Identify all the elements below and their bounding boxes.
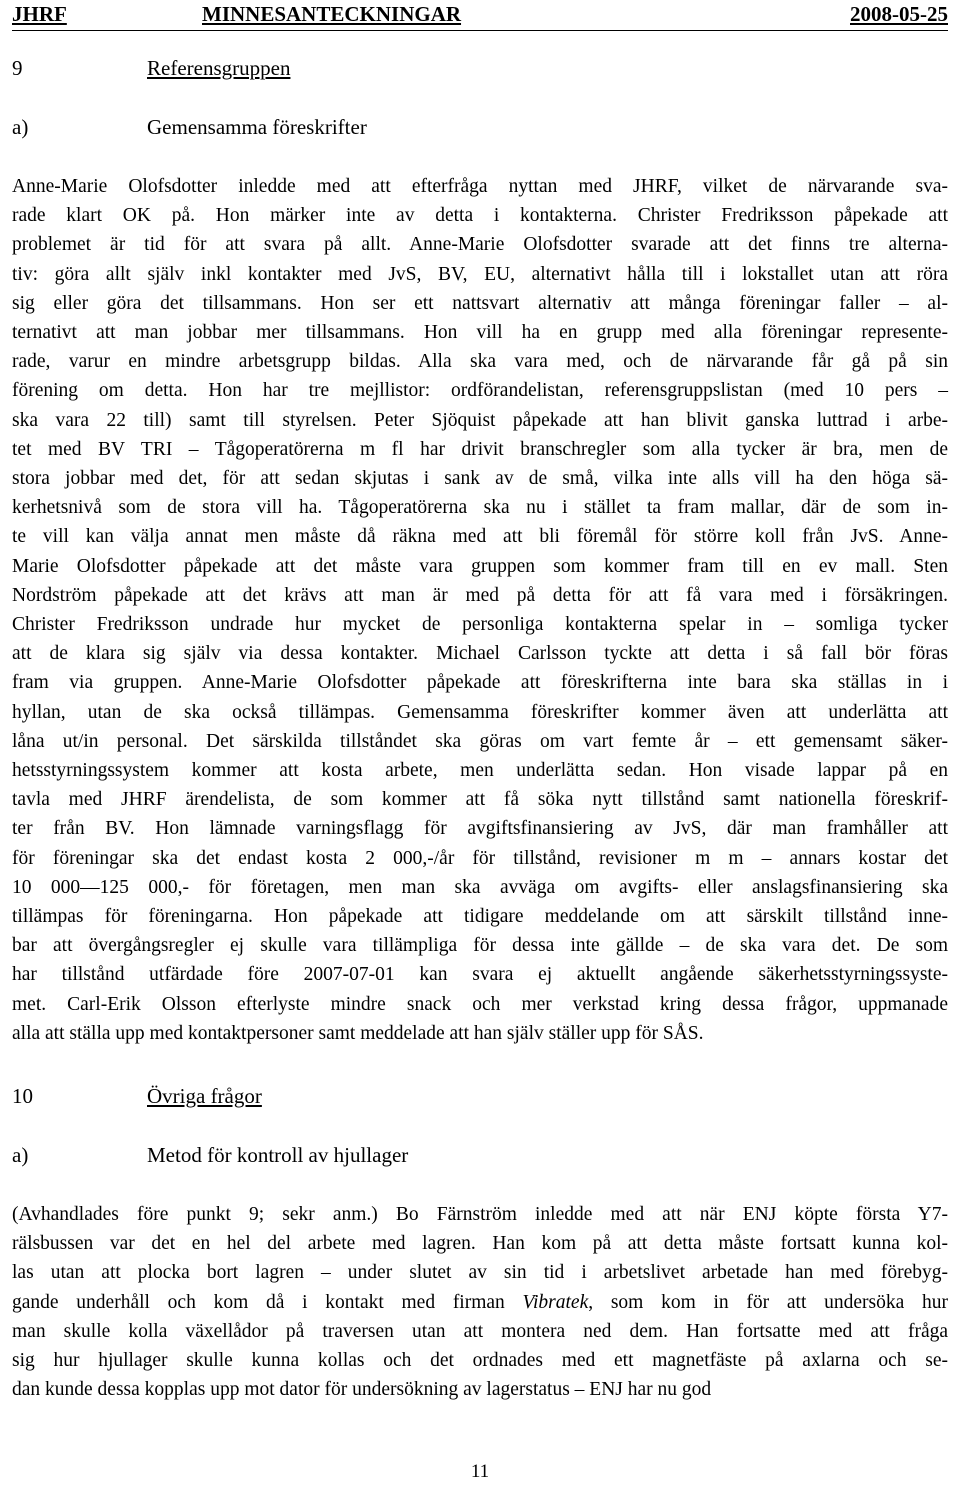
body-line: ter från BV. Hon lämnade varningsflagg för avgiftsfinansiering av JvS, där man framhåller att (12, 818, 948, 840)
body-line: tillämpas för föreningarna. Hon påpekade att tidigare meddelande om att särskilt tillstånd inne- (12, 906, 948, 928)
body-line: met. Carl-Erik Olsson efterlyste mindre snack och mer verkstad kring dessa frågor, uppmanade (12, 993, 948, 1015)
body-line: rälsbussen var det en hel del arbete med lagren. Han kom på att detta måste fortsatt kunna kol- (12, 1233, 948, 1255)
body-text: , som kom in för att undersöka hur (588, 1291, 948, 1313)
body-line: låna ut/in personal. Det särskilda tillståndet ska göras om vart femte år – ett gemensamt säker- (12, 730, 948, 752)
body-text: gande underhåll och kom då i kontakt med firman (12, 1291, 523, 1313)
section-10-title: Övriga frågor (147, 1084, 262, 1108)
header-date: 2008-05-25 (850, 2, 948, 26)
body-line: las utan att plocka bort lagren – under slutet av sin tid i arbetslivet arbetade han med förebyg- (12, 1262, 948, 1284)
company-name: Vibratek (522, 1291, 589, 1313)
body-line: tiv: göra allt själv inkl kontakter med JvS, BV, EU, alternativt hålla till i lokstallet utan att röra (12, 263, 948, 285)
body-line: 10 000—125 000,- för företagen, men man ska avväga om avgifts- eller anslagsfinansiering ska (12, 876, 948, 898)
body-line: sig hur hjullager skulle kunna kollas och det ordnades med ett magnetfäste på axlarna och se- (12, 1350, 948, 1372)
section-10a-title: Metod för kontroll av hjullager (147, 1143, 409, 1167)
section-9a-label: a) (12, 115, 29, 139)
body-line: rade, varur en mindre arbetsgrupp bildas. Alla ska vara med, och de närvarande får gå på sin (12, 351, 948, 373)
page-header (12, 0, 948, 31)
body-line: Anne-Marie Olofsdotter inledde med att efterfråga nyttan med JHRF, vilket de närvarande sva- (12, 176, 948, 197)
body-line: fram via gruppen. Anne-Marie Olofsdotter påpekade att föreskrifterna inte bara ska ställas in i (12, 672, 948, 694)
body-line: (Avhandlades före punkt 9; sekr anm.) Bo Färnström inledde med att när ENJ köpte första Y7- (12, 1204, 948, 1225)
header-title: MINNESANTECKNINGAR (202, 2, 462, 26)
body-line: tavla med JHRF ärendelista, de som kommer att få söka nytt tillstånd samt nationella föreskrif- (12, 789, 948, 811)
body-line: problemet är tid för att svara på allt. Anne-Marie Olofsdotter svarade att det finns tre alterna- (12, 234, 948, 256)
section-10a-label: a) (12, 1143, 29, 1167)
body-line: Christer Fredriksson undrade hur mycket de personliga kontakterna spelar in – somliga tycker (12, 614, 948, 636)
body-line: tet med BV TRI – Tågoperatörerna m fl har drivit branschregler som alla tycker är bra, men de (12, 438, 948, 460)
body-line: Nordström påpekade att det krävs att man är med på detta för att få vara med i försäkringen. (12, 584, 948, 606)
body-line: förening om detta. Hon har tre mejllistor: ordförandelistan, referensgruppslistan (med 10 pers – (12, 380, 948, 402)
body-line (12, 1288, 948, 1317)
body-line: Marie Olofsdotter påpekade att det måste vara gruppen som kommer fram till en ev mall. Sten (12, 555, 948, 577)
section-10-number: 10 (12, 1084, 33, 1108)
body-line: kerhetsnivå som de stora vill ha. Tågoperatörerna ska nu i stället ta fram mallar, där de som in- (12, 497, 948, 519)
section-9-title: Referensgruppen (147, 56, 291, 80)
body-line: stora jobbar med det, för att sedan skjutas i sank av de små, vilka inte alls vill ha den höga sä- (12, 468, 948, 490)
body-line: hyllan, utan de ska också tillämpas. Gemensamma föreskrifter kommer även att underlätta att (12, 701, 948, 723)
body-line: man skulle kolla växellådor på traversen utan att montera ned dem. Han fortsatte med att fråga (12, 1320, 948, 1342)
section-9-number: 9 (12, 56, 23, 80)
body-line: ska vara 22 till) samt till styrelsen. Peter Sjöquist påpekade att han blivit ganska luttrad i arbe- (12, 409, 948, 431)
body-line: sig eller göra det tillsammans. Hon ser ett nattsvart alternativ att många föreningar faller – al- (12, 292, 948, 314)
body-line: ternativt att man jobbar mer tillsammans. Hon vill ha en grupp med alla föreningar represente- (12, 322, 948, 344)
header-org: JHRF (12, 2, 67, 26)
body-line: för föreningar ska det endast kosta 2 000,-/år för tillstånd, revisioner m m – annars kostar det (12, 847, 948, 869)
body-line: rade klart OK på. Hon märker inte av detta i kontakterna. Christer Fredriksson påpekade att (12, 205, 948, 227)
body-line: dan kunde dessa kopplas upp mot dator för undersökning av lagerstatus – ENJ har nu god (12, 1379, 712, 1401)
body-line: alla att ställa upp med kontaktpersoner samt meddelade att han själv ställer upp för SÅS. (12, 1022, 704, 1044)
body-line: att de klara sig själv via dessa kontakter. Michael Carlsson tyckte att detta i så fall bör föras (12, 643, 948, 665)
body-line: bar att övergångsregler ej skulle vara tillämpliga för dessa inte gällde – de ska vara det. De som (12, 935, 948, 957)
body-line: har tillstånd utfärdade före 2007-07-01 kan svara ej aktuellt angående säkerhetsstyrningssyste- (12, 964, 948, 986)
section-10a-body (12, 1200, 948, 1404)
page-number: 11 (470, 1461, 490, 1482)
section-9a-title: Gemensamma föreskrifter (147, 115, 367, 139)
section-9a-body (12, 172, 948, 1048)
body-line: hetsstyrningssystem kommer att kosta arbete, men underlätta sedan. Hon visade lappar på en (12, 760, 948, 782)
body-line: te vill kan välja annat men måste då räkna med att bli föremål för större koll från JvS. Anne- (12, 526, 948, 548)
